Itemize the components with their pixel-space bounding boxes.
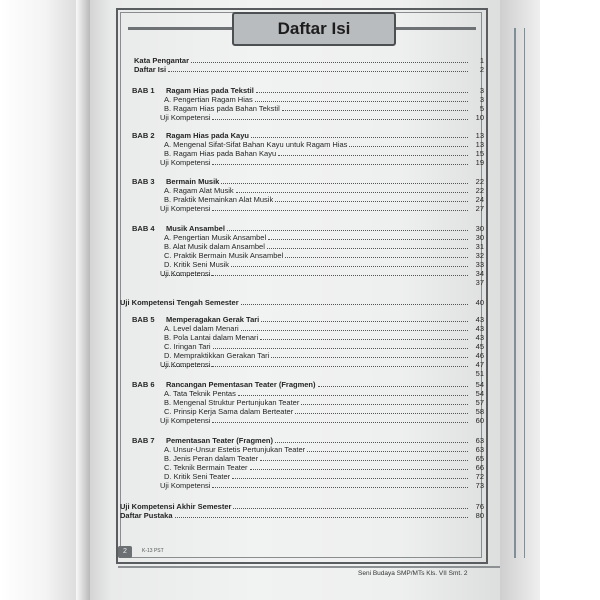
toc-entry	[164, 104, 484, 113]
toc-entry	[164, 389, 484, 398]
toc-page-number: 80	[475, 511, 484, 520]
toc-entry	[160, 158, 484, 167]
toc-entry-label: Pementasan Teater (Fragmen)	[166, 436, 273, 445]
leader-dots	[278, 155, 468, 156]
toc-entry	[160, 269, 484, 278]
toc-entry	[160, 481, 484, 490]
toc-entry-label: A. Tata Teknik Pentas	[164, 389, 236, 398]
leader-dots	[212, 164, 468, 165]
toc-entry-label: Uji Kompetensi	[160, 204, 211, 213]
toc-page-number: 51	[475, 369, 484, 378]
toc-entry-label: Rancangan Pementasan Teater (Fragmen)	[166, 380, 316, 389]
leader-dots	[212, 119, 468, 120]
toc-entry	[164, 95, 484, 104]
bab-number: BAB 7	[132, 436, 155, 445]
toc-entry-label: D. Mempraktikkan Gerakan Tari	[164, 351, 270, 360]
toc-entry	[164, 463, 484, 472]
leader-dots	[285, 257, 468, 258]
toc-entry-label: A. Pengertian Ragam Hias	[164, 95, 253, 104]
toc-page-number: 22	[475, 177, 484, 186]
toc-entry	[164, 454, 484, 463]
leader-dots	[271, 357, 468, 358]
toc-page-number: 73	[475, 481, 484, 490]
leader-dots	[212, 210, 468, 211]
bab-number: BAB 4	[132, 224, 155, 233]
toc-entry	[134, 56, 484, 65]
toc-entry-label: B. Ragam Hias pada Bahan Tekstil	[164, 104, 280, 113]
toc-page-number: 57	[475, 398, 484, 407]
leader-dots	[255, 101, 468, 102]
toc-entry	[132, 436, 484, 445]
toc-page-number: 54	[475, 380, 484, 389]
toc-page-number: 30	[475, 233, 484, 242]
toc-page-number: 47	[475, 360, 484, 369]
toc-entry	[164, 472, 484, 481]
leader-dots	[250, 469, 468, 470]
toc-page-number: 45	[475, 342, 484, 351]
toc-page-number: 40	[475, 298, 484, 307]
toc-entry	[120, 298, 484, 307]
toc-entry	[132, 131, 484, 140]
toc-entry	[164, 186, 484, 195]
toc-entry	[164, 342, 484, 351]
toc-entry-label: Daftar Pustaka	[120, 511, 173, 520]
bab-number: BAB 5	[132, 315, 155, 324]
toc-entry	[164, 324, 484, 333]
toc-entry-label: A. Level dalam Menari	[164, 324, 239, 333]
leader-dots	[307, 451, 468, 452]
toc-page-number: 34	[475, 269, 484, 278]
toc-entry-label: Kata Pengantar	[134, 56, 190, 65]
toc-entry	[160, 416, 484, 425]
leader-dots	[241, 330, 468, 331]
toc-entry-label: C. Iringan Tari	[164, 342, 211, 351]
leader-dots	[232, 478, 468, 479]
toc-entry-label: B. Praktik Memainkan Alat Musik	[164, 195, 274, 204]
toc-entry-label: Uji Kompetensi	[160, 416, 211, 425]
toc-entry	[160, 360, 484, 369]
toc-entry-label: Uji Kompetensi	[160, 269, 211, 278]
toc-page-number: 63	[475, 445, 484, 454]
page-title: Daftar Isi	[232, 12, 396, 46]
toc-page-number: 27	[475, 204, 484, 213]
toc-page-number: 13	[475, 140, 484, 149]
toc-entry	[164, 233, 484, 242]
toc-entry-label: B. Jenis Peran dalam Teater	[164, 454, 259, 463]
leader-dots	[191, 62, 468, 63]
toc-entry	[132, 86, 484, 95]
leader-dots	[233, 508, 468, 509]
toc-entry	[164, 149, 484, 158]
toc-entry-label: Bermain Musik	[166, 177, 220, 186]
toc-entry-label: Musik Ansambel	[166, 224, 225, 233]
toc-entry-label: A. Unsur-Unsur Estetis Pertunjukan Teater	[164, 445, 306, 454]
toc-page-number: 3	[479, 86, 484, 95]
footer-code: K-13 PST	[142, 548, 164, 554]
toc-entry	[132, 224, 484, 233]
leader-dots	[231, 266, 468, 267]
toc-page-number: 46	[475, 351, 484, 360]
toc-entry-label: Daftar Isi	[134, 65, 167, 74]
toc-page-number: 54	[475, 389, 484, 398]
toc-entry-label: A. Mengenal Sifat-Sifat Bahan Kayu untuk Ragam Hias	[164, 140, 348, 149]
toc-entry	[132, 380, 484, 389]
bab-number: BAB 1	[132, 86, 155, 95]
toc-entry-label: C. Prinsip Kerja Sama dalam Berteater	[164, 407, 294, 416]
toc-page-number: 30	[475, 224, 484, 233]
toc-entry	[164, 398, 484, 407]
toc-entry-label: Memperagakan Gerak Tari	[166, 315, 260, 324]
toc-entry	[164, 333, 484, 342]
toc-page-number: 31	[475, 242, 484, 251]
toc-page-number: 15	[475, 149, 484, 158]
leader-dots	[238, 395, 468, 396]
toc-page-number: 65	[475, 454, 484, 463]
leader-dots	[275, 442, 468, 443]
toc-page-number: 5	[479, 104, 484, 113]
toc-page-number: 37	[475, 278, 484, 287]
toc-entry	[160, 204, 484, 213]
toc-entry	[120, 502, 484, 511]
bab-number: BAB 3	[132, 177, 155, 186]
toc-entry	[160, 113, 484, 122]
page-number-badge: 2	[118, 546, 132, 558]
toc-entry-label: B. Alat Musik dalam Ansambel	[164, 242, 265, 251]
leader-dots	[260, 460, 468, 461]
toc-page-number: 76	[475, 502, 484, 511]
bab-number: BAB 6	[132, 380, 155, 389]
leader-dots	[301, 404, 468, 405]
leader-dots	[212, 487, 468, 488]
toc-entry	[134, 65, 484, 74]
toc-entry-label: Uji Kompetensi	[160, 360, 211, 369]
toc-entry-label: C. Praktik Bermain Musik Ansambel	[164, 251, 284, 260]
toc-entry	[164, 140, 484, 149]
leader-dots	[227, 230, 468, 231]
toc-entry	[164, 260, 484, 269]
leader-dots	[268, 239, 468, 240]
leader-dots	[236, 192, 468, 193]
toc-page-number: 13	[475, 131, 484, 140]
toc-entry-label: Uji Kompetensi	[160, 113, 211, 122]
toc-page-number: 58	[475, 407, 484, 416]
toc-entry-label: Uji Kompetensi Akhir Semester	[120, 502, 232, 511]
toc-entry	[132, 177, 484, 186]
toc-page-number: 1	[479, 56, 484, 65]
toc-page-number: 43	[475, 315, 484, 324]
toc-entry-label: B. Ragam Hias pada Bahan Kayu	[164, 149, 277, 158]
bab-number: BAB 2	[132, 131, 155, 140]
toc-page-number: 3	[479, 95, 484, 104]
toc-page-number: 2	[479, 65, 484, 74]
toc-entry-label: A. Pengertian Musik Ansambel	[164, 233, 267, 242]
footer-book-title: Seni Budaya SMP/MTs Kls. VII Smt. 2	[358, 570, 468, 577]
toc-entry-label: B. Mengenal Struktur Pertunjukan Teater	[164, 398, 300, 407]
toc-page-number: 43	[475, 333, 484, 342]
leader-dots	[213, 348, 468, 349]
leader-dots	[318, 386, 469, 387]
toc-entry-label: Uji Kompetensi	[160, 481, 211, 490]
leader-dots	[241, 304, 468, 305]
leader-dots	[221, 183, 468, 184]
toc-entry-label: Uji Kompetensi Tengah Semester	[120, 298, 239, 307]
leader-dots	[256, 92, 468, 93]
toc-entry-label: Uji Kompetensi	[160, 158, 211, 167]
toc-page-number: 72	[475, 472, 484, 481]
toc-entry	[164, 242, 484, 251]
toc-page-number: 10	[475, 113, 484, 122]
leader-dots	[282, 110, 468, 111]
toc-page-number: 19	[475, 158, 484, 167]
toc-entry	[164, 445, 484, 454]
leader-dots	[168, 71, 468, 72]
toc-page-number: 32	[475, 251, 484, 260]
leader-dots	[275, 201, 468, 202]
leader-dots	[349, 146, 468, 147]
toc-entry-label: Ragam Hias pada Kayu	[166, 131, 249, 140]
toc-entry	[120, 511, 484, 520]
toc-entry-label: Ragam Hias pada Tekstil	[166, 86, 254, 95]
toc-entry	[164, 251, 484, 260]
toc-page-number: 33	[475, 260, 484, 269]
leader-dots	[261, 321, 468, 322]
toc-page-number: 22	[475, 186, 484, 195]
leader-dots	[295, 413, 468, 414]
toc-page-number: 43	[475, 324, 484, 333]
toc-page-number: 60	[475, 416, 484, 425]
toc-entry	[164, 195, 484, 204]
leader-dots	[251, 137, 468, 138]
toc-entry	[164, 351, 484, 360]
toc-entry-label: B. Pola Lantai dalam Menari	[164, 333, 259, 342]
leader-dots	[175, 517, 468, 518]
leader-dots	[260, 339, 468, 340]
leader-dots	[267, 248, 468, 249]
toc-entry-label: D. Kritik Seni Teater	[164, 472, 231, 481]
toc-entry	[164, 407, 484, 416]
leader-dots	[212, 422, 468, 423]
toc-page-number: 66	[475, 463, 484, 472]
toc-entry-label: C. Teknik Bermain Teater	[164, 463, 248, 472]
toc-page-number: 24	[475, 195, 484, 204]
toc-entry	[132, 315, 484, 324]
toc-page-number: 63	[475, 436, 484, 445]
footer-rule	[118, 566, 500, 568]
toc-entry-label: D. Kritik Seni Musik	[164, 260, 230, 269]
toc-entry-label: A. Ragam Alat Musik	[164, 186, 234, 195]
